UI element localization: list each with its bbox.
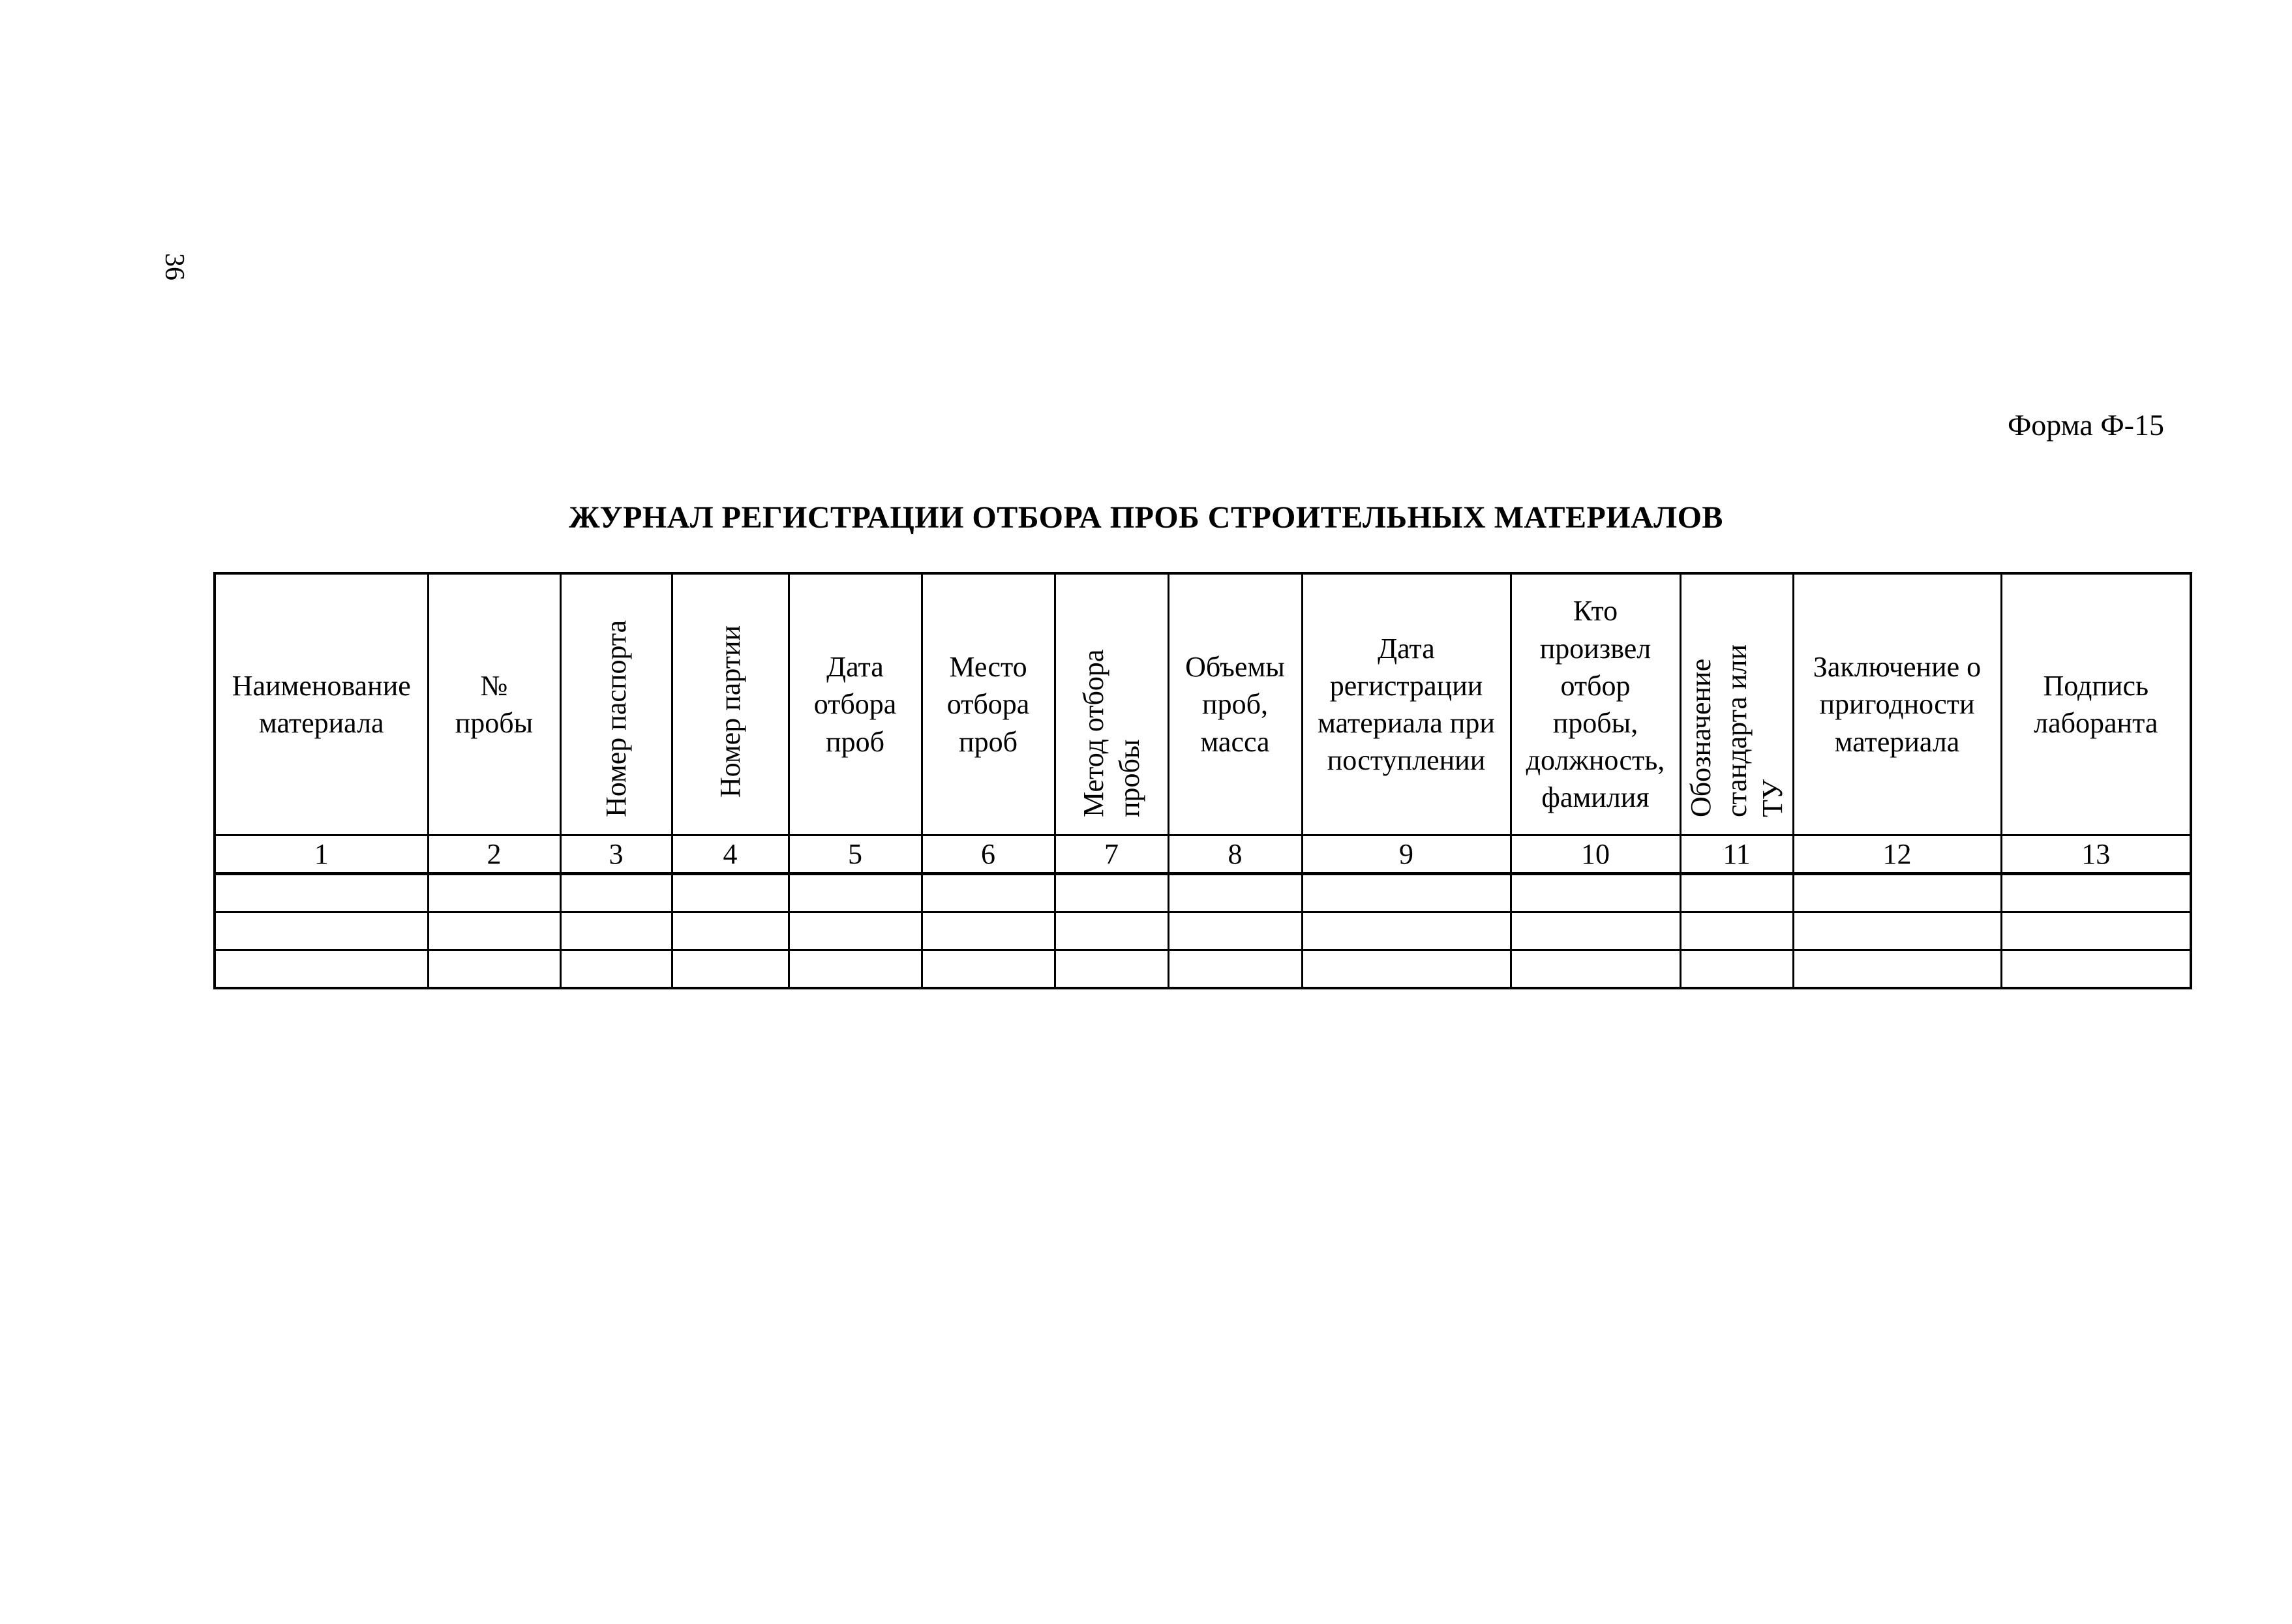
table-cell [1511,912,1680,950]
form-label: Форма Ф-15 [2007,408,2164,442]
table-cell [215,874,428,912]
table-cell [672,874,789,912]
header-lab-signature: Подпись лаборанта [2001,573,2191,835]
column-number: 8 [1168,835,1302,874]
table-cell [1511,874,1680,912]
table-row [215,874,2191,912]
column-number: 2 [428,835,560,874]
header-sampling-method: Метод отбора пробы [1055,573,1168,835]
column-number: 11 [1680,835,1793,874]
table-cell [1168,874,1302,912]
header-sampling-date: Дата отбора проб [789,573,922,835]
table-cell [789,950,922,989]
table-cell [2001,874,2191,912]
header-sampled-by: Кто произвел отбор пробы, должность, фамилия [1511,573,1680,835]
table-cell [215,950,428,989]
table-cell [672,950,789,989]
table-row [215,950,2191,989]
table-cell [1168,912,1302,950]
table-cell [922,874,1055,912]
table-cell [1055,950,1168,989]
column-number: 9 [1302,835,1511,874]
table-cell [428,950,560,989]
table-cell [789,874,922,912]
header-sample-number: № пробы [428,573,560,835]
page-title: ЖУРНАЛ РЕГИСТРАЦИИ ОТБОРА ПРОБ СТРОИТЕЛЬНЫХ МАТЕРИАЛОВ [569,500,1723,535]
table-cell [428,912,560,950]
table-cell [1511,950,1680,989]
table-cell [1680,874,1793,912]
table-cell [1793,950,2001,989]
header-passport-number: Номер паспорта [560,573,672,835]
column-number: 1 [215,835,428,874]
column-number: 4 [672,835,789,874]
column-number: 7 [1055,835,1168,874]
column-number-row [215,835,2191,874]
table-cell [1055,912,1168,950]
header-batch-number: Номер партии [672,573,789,835]
table-cell [1302,874,1511,912]
table-cell [922,912,1055,950]
table-cell [1168,950,1302,989]
table-row [215,912,2191,950]
table-cell [2001,950,2191,989]
table-header-row [215,573,2191,835]
table-cell [2001,912,2191,950]
table-cell [1302,912,1511,950]
table-cell [1302,950,1511,989]
table-cell [428,874,560,912]
table-cell [560,912,672,950]
table-cell [1793,912,2001,950]
table-cell [1680,950,1793,989]
table-cell [1793,874,2001,912]
column-number: 6 [922,835,1055,874]
header-sample-volume: Объемы проб, масса [1168,573,1302,835]
table-cell [1055,874,1168,912]
column-number: 10 [1511,835,1680,874]
header-registration-date: Дата регистрации материала при поступлении [1302,573,1511,835]
column-number: 12 [1793,835,2001,874]
header-sampling-place: Место отбора проб [922,573,1055,835]
header-material-name: Наименование материала [215,573,428,835]
page-number: 36 [159,253,189,280]
column-number: 5 [789,835,922,874]
table-cell [215,912,428,950]
sampling-journal-table [213,572,2192,989]
header-standard-designation: Обозначение стандарта или ТУ [1680,573,1793,835]
column-number: 3 [560,835,672,874]
table-cell [789,912,922,950]
table-cell [1680,912,1793,950]
header-suitability-conclusion: Заключение о пригодности материала [1793,573,2001,835]
table-cell [922,950,1055,989]
table-cell [560,950,672,989]
table-cell [672,912,789,950]
table-cell [560,874,672,912]
column-number: 13 [2001,835,2191,874]
